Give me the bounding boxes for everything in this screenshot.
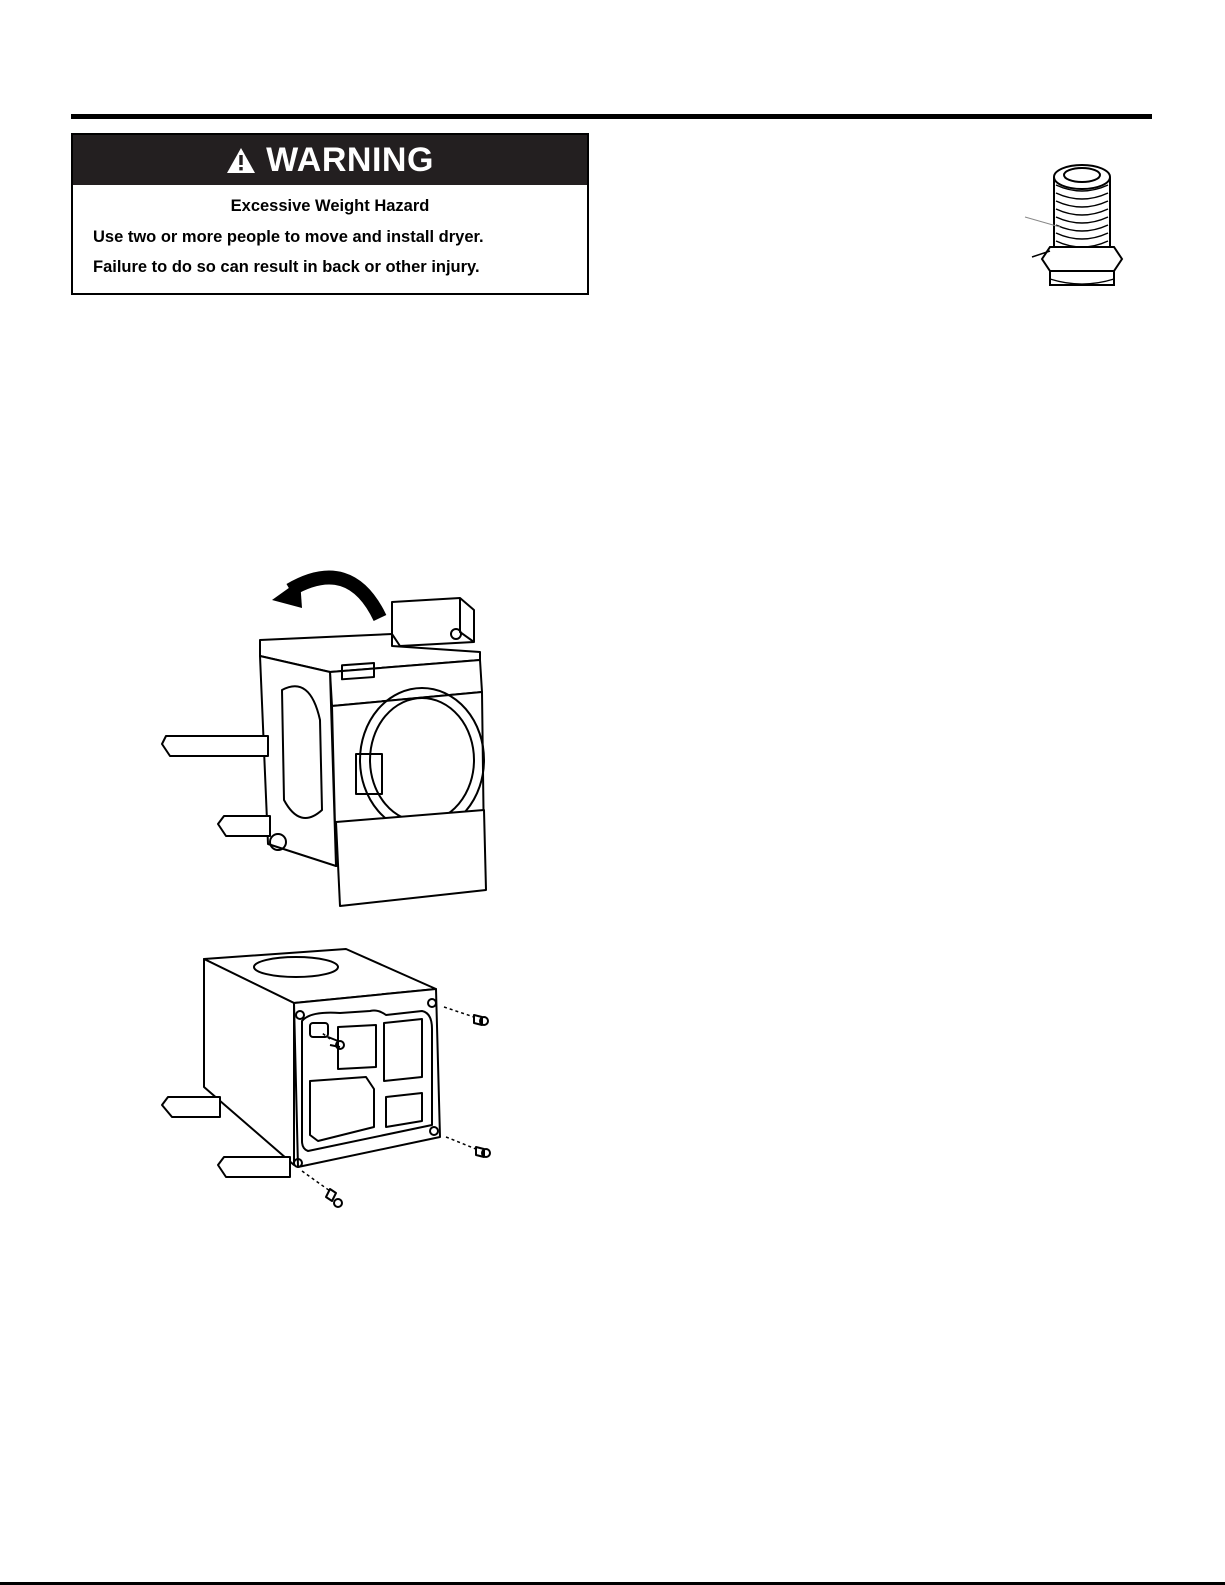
- dryer-front-illustration: [160, 560, 500, 910]
- warning-box: [71, 133, 589, 295]
- hazard-line-1: Use two or more people to move and install dryer.: [93, 228, 484, 246]
- warning-triangle-icon: [226, 147, 256, 174]
- warning-header: [73, 135, 587, 185]
- hazard-line-2: Failure to do so can result in back or other injury.: [93, 258, 480, 276]
- dryer-rear-illustration: [160, 945, 500, 1215]
- leveling-leg-illustration: [1020, 155, 1130, 295]
- warning-heading: WARNING: [266, 140, 434, 179]
- warning-body: [73, 185, 587, 277]
- hazard-title: Excessive Weight Hazard: [230, 197, 430, 215]
- top-rule: [71, 114, 1152, 119]
